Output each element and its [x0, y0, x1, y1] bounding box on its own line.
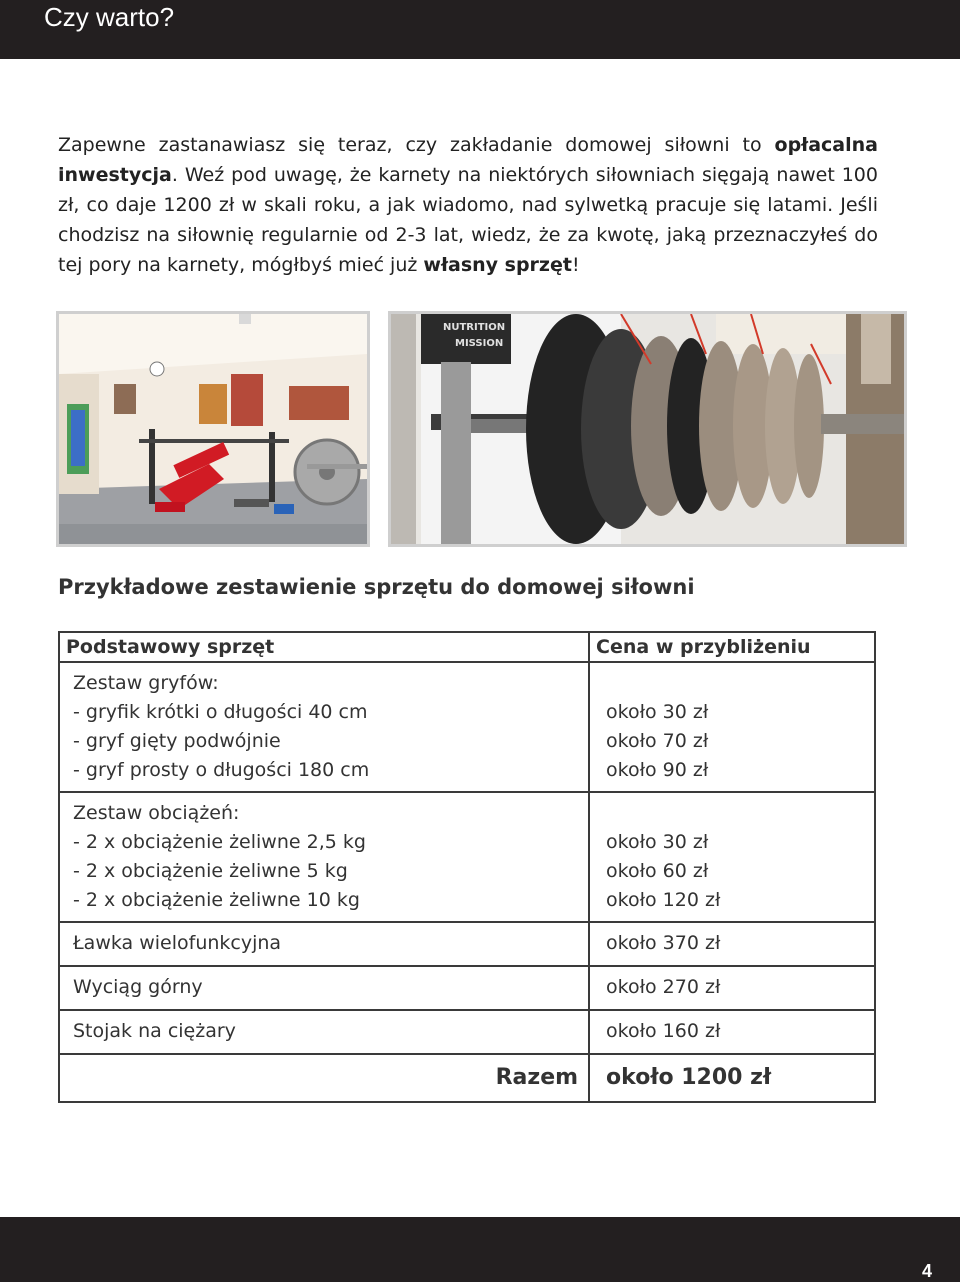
table-row-pulldown	[59, 966, 875, 1010]
total-label: Razem	[59, 1054, 589, 1102]
home-gym-photo	[56, 311, 370, 547]
weights-group-title: Zestaw obciążeń:	[73, 802, 240, 824]
home-gym-image	[59, 314, 367, 544]
bars-price: około 30 zł	[606, 701, 709, 723]
weights-item: - 2 x obciążenie żeliwne 10 kg	[73, 889, 360, 911]
equipment-table	[58, 631, 876, 1103]
table-header-item: Podstawowy sprzęt	[59, 632, 589, 662]
bars-item: - gryf prosty o długości 180 cm	[73, 759, 370, 781]
page-title: Czy warto?	[44, 2, 175, 32]
weights-price: około 30 zł	[606, 831, 709, 853]
table-row-rack	[59, 1010, 875, 1054]
intro-text-2: . Weź pod uwagę, że karnety na niektórych siłowniach sięgają nawet 100 zł, co daje 1200 zł w skali roku, a jak wiadomo, nad sylwetką pracuje się latami. Jeśli chodzisz na siłownię regularnie od 2-3 lat, wiedz, że za kwotę, jaką przeznaczyłeś do tej pory na karnety, mógłbyś mieć już	[58, 164, 878, 276]
table-total-row	[59, 1054, 875, 1102]
table-header-price: Cena w przybliżeniu	[589, 632, 875, 662]
table-header-row	[59, 632, 875, 662]
intro-bold-1: opłacalna inwestycja	[58, 134, 878, 186]
intro-paragraph	[58, 130, 878, 280]
table-row-bench	[59, 922, 875, 966]
bars-price	[606, 669, 874, 698]
section-title: Przykładowe zestawienie sprzętu do domowej siłowni	[58, 575, 695, 599]
bars-item: - gryf gięty podwójnie	[73, 730, 281, 752]
weights-price: około 60 zł	[606, 860, 709, 882]
weights-item: - 2 x obciążenie żeliwne 2,5 kg	[73, 831, 366, 853]
table-row-weights	[59, 792, 875, 922]
pulldown-item: Wyciąg górny	[73, 976, 203, 998]
pulldown-price: około 270 zł	[606, 976, 721, 998]
bars-group-title: Zestaw gryfów:	[73, 672, 219, 694]
bench-price: około 370 zł	[606, 932, 721, 954]
weights-price	[606, 799, 874, 828]
intro-text-3: !	[571, 254, 580, 276]
weight-plates-photo	[388, 311, 907, 547]
intro-bold-2: własny sprzęt	[423, 254, 572, 276]
poster-text-1: NUTRITION	[443, 322, 506, 333]
poster-text-2: MISSION	[455, 338, 504, 349]
bars-price: około 70 zł	[606, 730, 709, 752]
table-row-bars	[59, 662, 875, 792]
bars-price: około 90 zł	[606, 759, 709, 781]
weight-plates-image	[391, 314, 904, 544]
page-number: 4	[921, 1261, 932, 1281]
weights-price: około 120 zł	[606, 889, 721, 911]
rack-item: Stojak na ciężary	[73, 1020, 236, 1042]
weights-item: - 2 x obciążenie żeliwne 5 kg	[73, 860, 348, 882]
bars-item: - gryfik krótki o długości 40 cm	[73, 701, 368, 723]
rack-price: około 160 zł	[606, 1020, 721, 1042]
intro-text-1: Zapewne zastanawiasz się teraz, czy zakładanie domowej siłowni to	[58, 134, 775, 156]
page-header	[0, 0, 960, 59]
bench-item: Ławka wielofunkcyjna	[73, 932, 282, 954]
page-footer	[0, 1217, 960, 1282]
total-value: około 1200 zł	[589, 1054, 875, 1102]
